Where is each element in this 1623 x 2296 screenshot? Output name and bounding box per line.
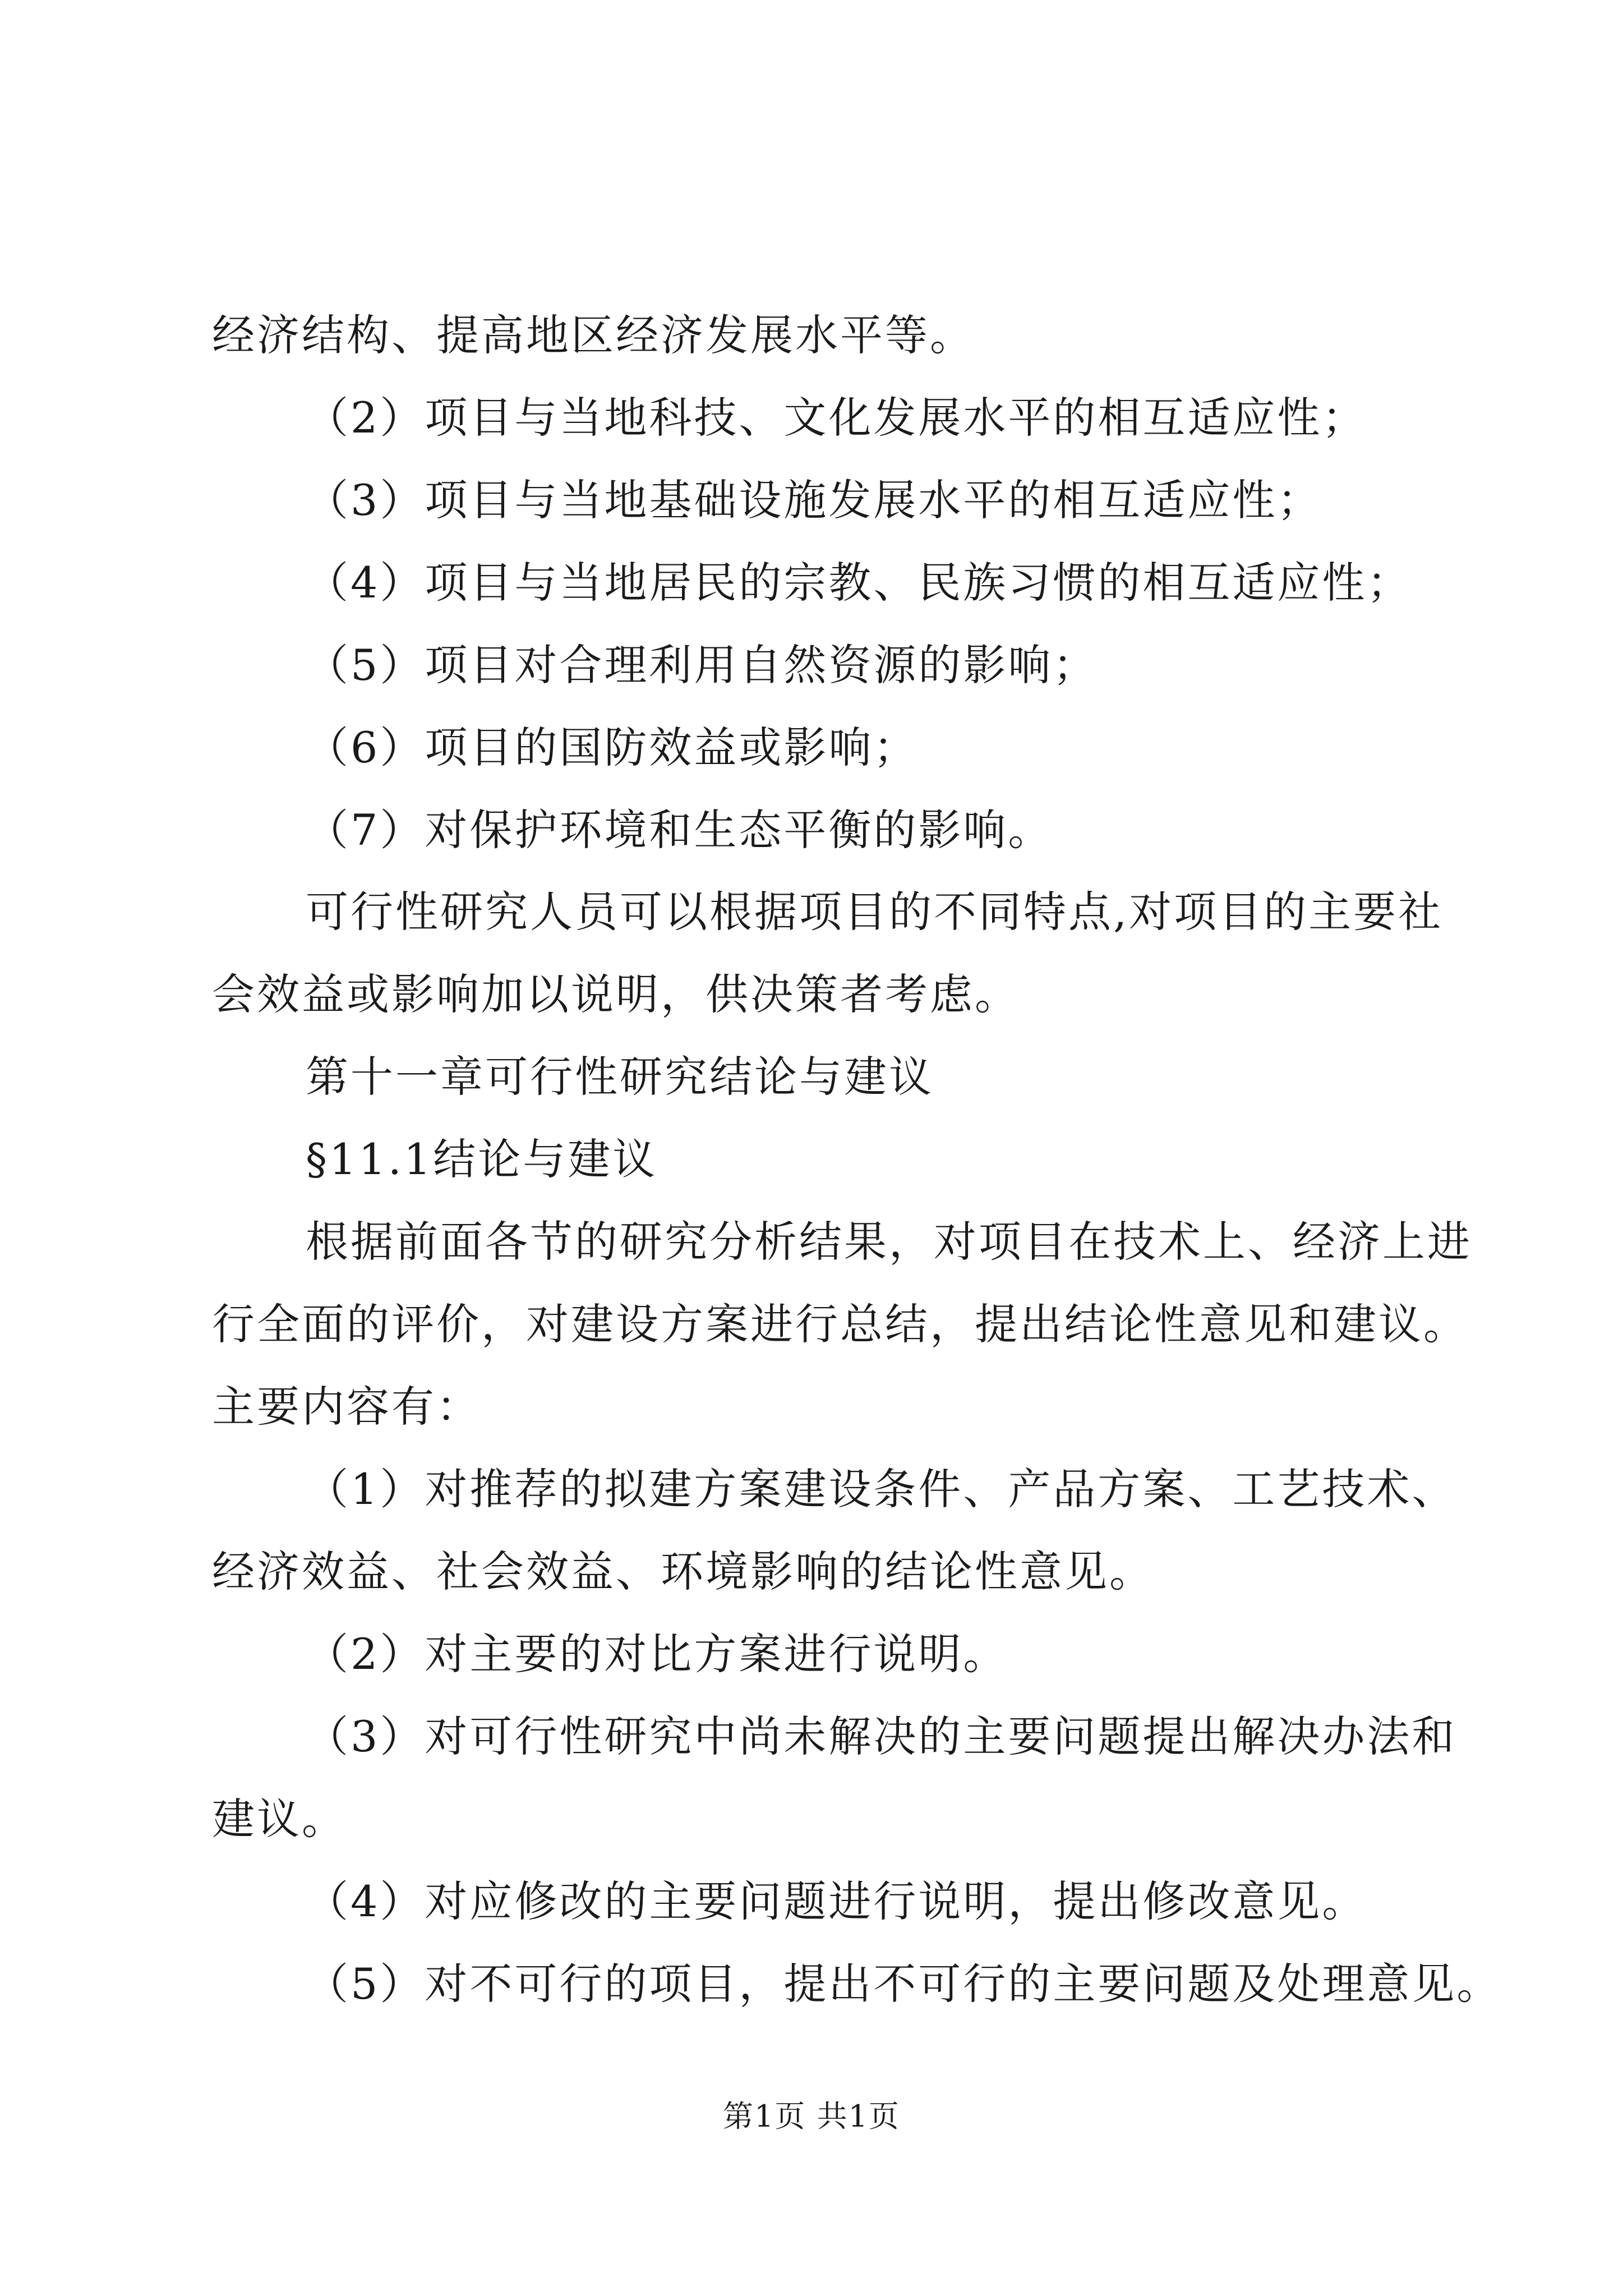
body-text-line: 经济结构、提高地区经济发展水平等。 [212, 310, 975, 360]
list-item-3: （3）项目与当地基础设施发展水平的相互适应性； [306, 475, 1322, 525]
section-heading: §11.1结论与建议 [306, 1134, 658, 1184]
paragraph-line: 可行性研究人员可以根据项目的不同特点,对项目的主要社 [306, 887, 1444, 937]
list-item-5: （5）项目对合理利用自然资源的影响； [306, 640, 1098, 690]
paragraph-line: 根据前面各节的研究分析结果，对项目在技术上、经济上进 [306, 1217, 1472, 1267]
paragraph-line: 会效益或影响加以说明，供决策者考虑。 [212, 969, 1020, 1019]
list-item-1: （1）对推荐的拟建方案建设条件、产品方案、工艺技术、 [306, 1464, 1457, 1514]
list-item-4: （4）项目与当地居民的宗教、民族习惯的相互适应性； [306, 558, 1412, 608]
list-item-5: （5）对不可行的项目，提出不可行的主要问题及处理意见。 [306, 1959, 1502, 2009]
list-item-1-continued: 经济效益、社会效益、环境影响的结论性意见。 [212, 1547, 1154, 1596]
paragraph-line: 行全面的评价，对建设方案进行总结，提出结论性意见和建议。 [212, 1299, 1468, 1349]
list-item-2: （2）对主要的对比方案进行说明。 [306, 1629, 1008, 1679]
list-item-3: （3）对可行性研究中尚未解决的主要问题提出解决办法和 [306, 1711, 1457, 1761]
list-item-4: （4）对应修改的主要问题进行说明，提出修改意见。 [306, 1876, 1367, 1926]
chapter-heading: 第十一章可行性研究结论与建议 [306, 1052, 934, 1102]
paragraph-line: 主要内容有： [212, 1382, 481, 1432]
list-item-2: （2）项目与当地科技、文化发展水平的相互适应性； [306, 393, 1367, 443]
list-item-7: （7）对保护环境和生态平衡的影响。 [306, 805, 1053, 855]
list-item-6: （6）项目的国防效益或影响； [306, 723, 919, 772]
list-item-3-continued: 建议。 [212, 1794, 347, 1844]
page-footer: 第1页 共1页 [723, 2099, 900, 2134]
